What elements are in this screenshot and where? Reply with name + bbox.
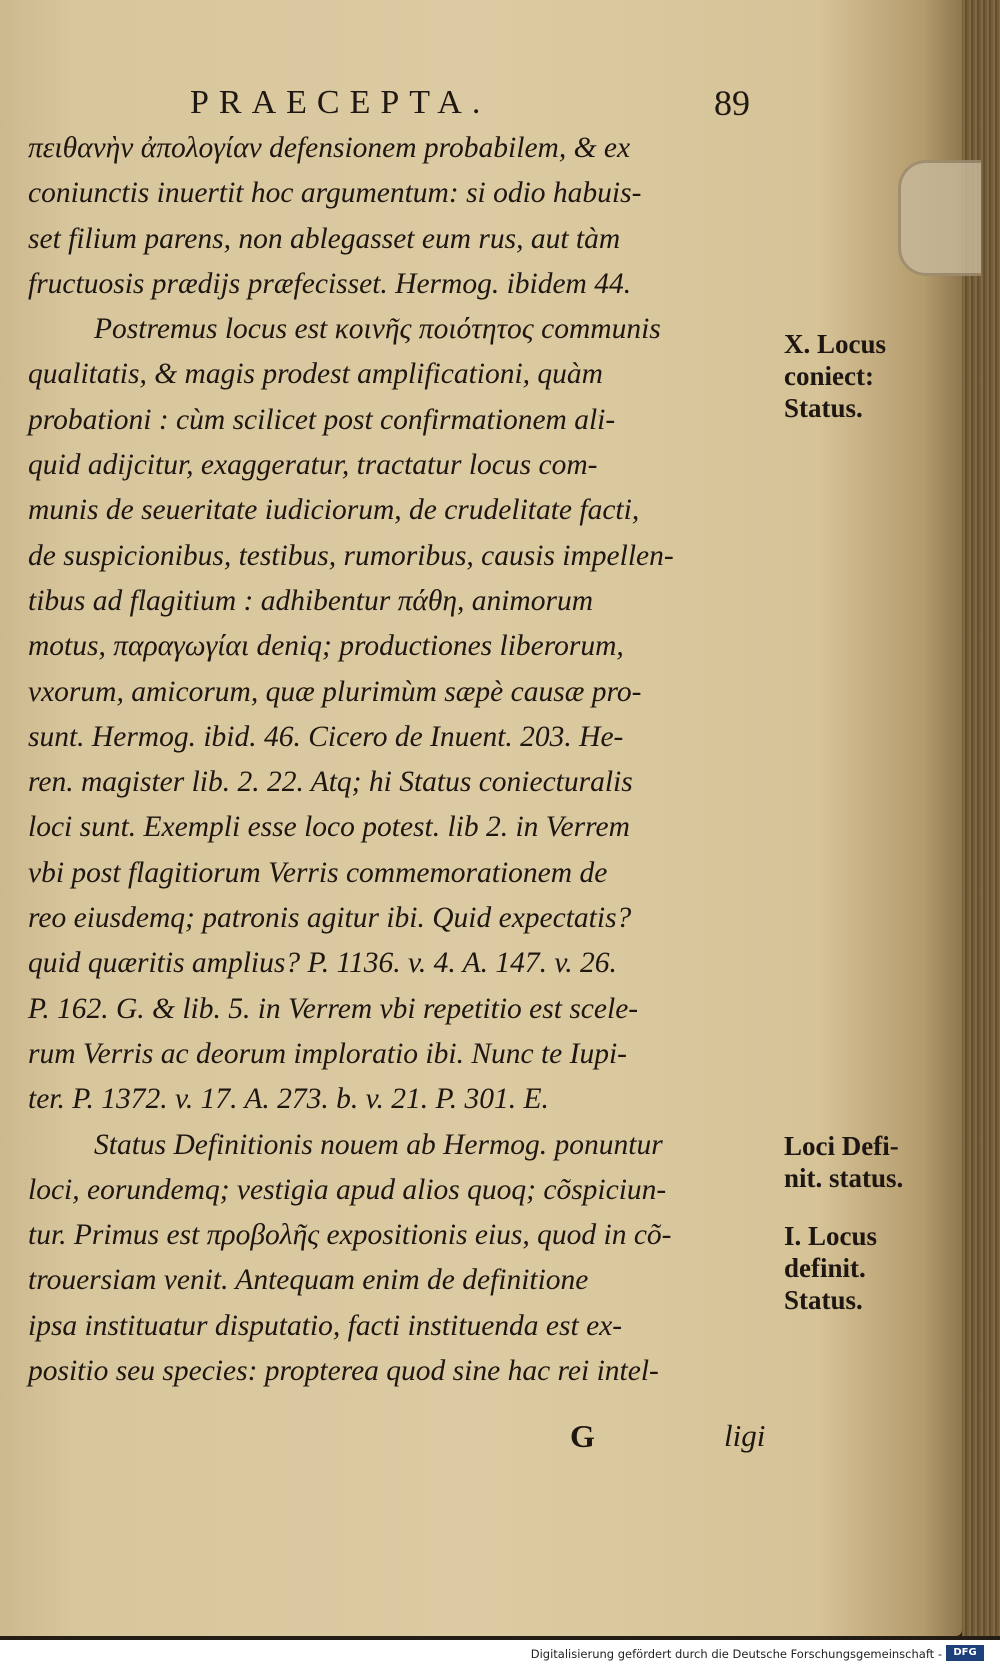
text-line: vbi post flagitiorum Verris commemorationem de: [28, 856, 608, 889]
marginal-note-line: Status.: [784, 393, 863, 423]
marginal-note-line: coniect:: [784, 361, 874, 391]
text-line: de suspicionibus, testibus, rumoribus, causis impellen-: [28, 539, 674, 572]
text-line: motus, παραγωγίαι deniq; productiones liberorum,: [28, 630, 624, 663]
running-head: [190, 80, 750, 124]
text-line: coniunctis inuertit hoc argumentum: si odio habuis-: [28, 177, 642, 210]
dfg-logo: DFG: [946, 1645, 984, 1661]
text-line: vxorum, amicorum, quæ plurimùm sæpè causæ pro-: [28, 675, 642, 708]
text-line: fructuosis prædijs præfecisset. Hermog. ibidem 44.: [28, 267, 632, 300]
text-line: positio seu species: propterea quod sine hac rei intel-: [28, 1355, 659, 1388]
text-line: loci sunt. Exempli esse loco potest. lib 2. in Verrem: [28, 811, 630, 844]
text-line: sunt. Hermog. ibid. 46. Cicero de Inuent. 203. He-: [28, 720, 624, 753]
text-line: trouersiam venit. Antequam enim de definitione: [28, 1264, 589, 1297]
text-line: munis de seueritate iudiciorum, de crudelitate facti,: [28, 494, 640, 527]
text-line: P. 162. G. & lib. 5. in Verrem vbi repetitio est scele-: [28, 992, 639, 1025]
text-line: ter. P. 1372. v. 17. A. 273. b. v. 21. P. 301. E.: [28, 1083, 549, 1116]
text-line: loci, eorundemq; vestigia apud alios quoq; cõspiciun-: [28, 1173, 667, 1206]
marginal-note-loci-definit: [784, 1130, 944, 1194]
marginal-note-line: I. Locus: [784, 1221, 878, 1251]
marginal-note-line: Loci Defi-: [784, 1131, 899, 1161]
marginal-note-locus-definit: [784, 1220, 944, 1316]
text-line: reo eiusdemq; patronis agitur ibi. Quid expectatis?: [28, 902, 632, 935]
marginal-note-line: Status.: [784, 1285, 863, 1315]
signature-mark: G: [570, 1418, 595, 1454]
text-line: qualitatis, & magis prodest amplificationi, quàm: [28, 358, 603, 391]
text-line: quid adijcitur, exaggeratur, tractatur locus com-: [28, 449, 598, 482]
text-line: tur. Primus est προβολῆς expositionis eius, quod in cõ-: [28, 1219, 672, 1252]
body-text: [28, 126, 768, 1394]
marginal-note-locus-coniect: [784, 328, 944, 424]
text-line: tibus ad flagitium : adhibentur πάθη, animorum: [28, 584, 593, 617]
marginal-note-line: X. Locus: [784, 329, 887, 359]
text-line: πειθανὴν ἀπολογίαν defensionem probabilem, & ex: [28, 132, 631, 164]
text-line: quid quæritis amplius? P. 1136. v. 4. A. 147. v. 26.: [28, 947, 617, 980]
catchword: ligi: [724, 1418, 766, 1453]
text-line: set filium parens, non ablegasset eum rus, aut tàm: [28, 222, 621, 255]
text-line: ren. magister lib. 2. 22. Atq; hi Status coniecturalis: [28, 766, 633, 799]
text-line: Postremus locus est κοινῆς ποιότητος communis: [94, 313, 661, 346]
digitization-credit: Digitalisierung gefördert durch die Deutsche Forschungsgemeinschaft -: [530, 1647, 942, 1661]
text-line: Status Definitionis nouem ab Hermog. ponuntur: [94, 1128, 663, 1161]
marginal-note-line: definit.: [784, 1253, 866, 1283]
text-line: probationi : cùm scilicet post confirmationem ali-: [28, 403, 616, 436]
bookmark-clip: [898, 160, 981, 276]
running-head-title: PRAECEPTA.: [190, 84, 491, 121]
text-line: rum Verris ac deorum imploratio ibi. Nunc te Iupi-: [28, 1037, 627, 1070]
text-line: ipsa instituatur disputatio, facti instituenda est ex-: [28, 1309, 623, 1342]
page-number: 89: [714, 83, 750, 123]
marginal-note-line: nit. status.: [784, 1163, 904, 1193]
